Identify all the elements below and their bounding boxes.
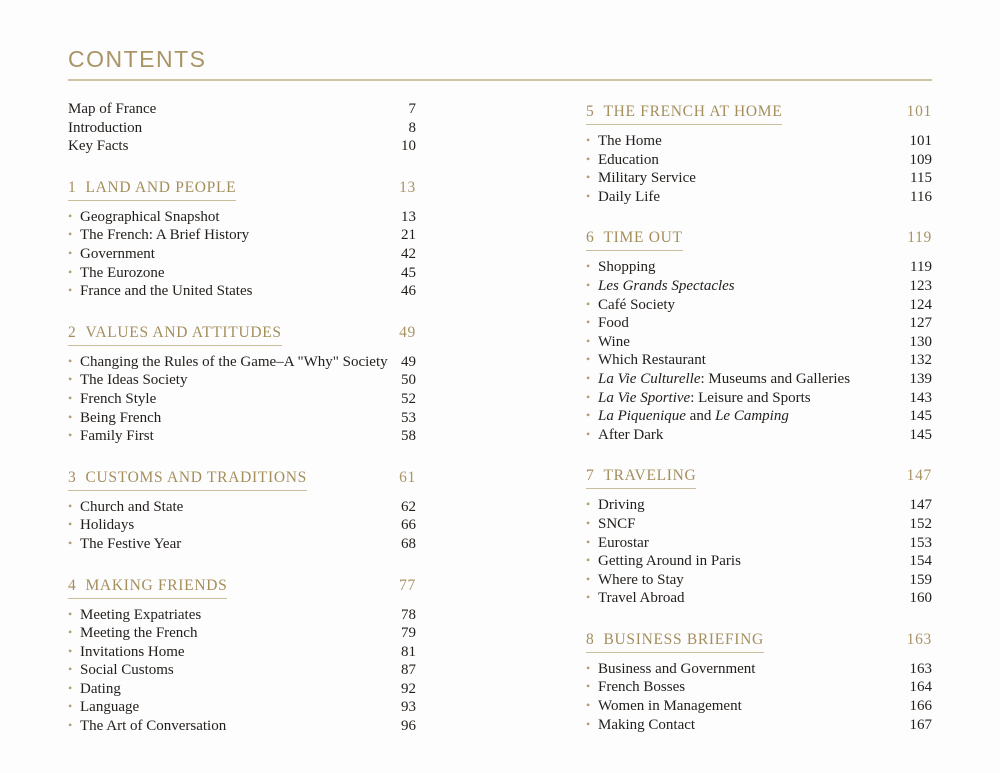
bullet-icon: • bbox=[68, 699, 73, 714]
bullet-icon: • bbox=[586, 534, 591, 549]
section-page-number: 77 bbox=[399, 576, 416, 594]
toc-section bbox=[68, 469, 416, 554]
toc-entry-row bbox=[586, 426, 932, 445]
entry-title: Café Society bbox=[598, 296, 676, 313]
page-header bbox=[68, 46, 932, 81]
bullet-icon: • bbox=[586, 679, 591, 694]
toc-entry-row bbox=[586, 697, 932, 716]
bullet-icon: • bbox=[586, 352, 591, 367]
section-heading-text bbox=[68, 577, 227, 599]
section-title: TRAVELING bbox=[603, 467, 697, 485]
toc-entry-row bbox=[68, 371, 416, 390]
entry-title: The French: A Brief History bbox=[80, 227, 250, 244]
entry-page-number: 42 bbox=[401, 245, 416, 262]
section-heading-text bbox=[586, 631, 764, 653]
bullet-icon: • bbox=[586, 151, 591, 166]
section-title: THE FRENCH AT HOME bbox=[603, 103, 783, 120]
entry-title-segment-italic: La Vie Sportive bbox=[598, 389, 691, 406]
page-title: CONTENTS bbox=[68, 46, 207, 72]
section-entries bbox=[68, 208, 416, 301]
section-title: LAND AND PEOPLE bbox=[85, 178, 237, 196]
entry-page-number: 130 bbox=[909, 333, 932, 350]
toc-entry-row bbox=[68, 282, 416, 301]
bullet-icon: • bbox=[68, 535, 73, 550]
entry-title: Key Facts bbox=[68, 138, 129, 155]
entry-title: Map of France bbox=[68, 101, 157, 117]
entry-title: Food bbox=[598, 315, 629, 332]
entry-title-segment-italic: La Piquenique bbox=[598, 408, 686, 425]
toc-entry-row bbox=[586, 314, 932, 333]
bullet-icon: • bbox=[586, 590, 591, 605]
entry-title bbox=[598, 370, 910, 389]
entry-title: The Eurozone bbox=[80, 264, 165, 281]
bullet-icon: • bbox=[586, 389, 591, 404]
bullet-icon: • bbox=[586, 315, 591, 330]
entry-page-number: 132 bbox=[909, 352, 932, 369]
entry-page-number: 50 bbox=[401, 372, 416, 389]
bullet-icon: • bbox=[586, 408, 591, 423]
bullet-icon: • bbox=[586, 259, 591, 274]
section-heading bbox=[68, 469, 416, 491]
entry-title-segment: : Museums and Galleries bbox=[700, 370, 851, 387]
toc-section bbox=[586, 631, 932, 734]
entry-page-number: 116 bbox=[910, 188, 932, 205]
entry-page-number: 52 bbox=[401, 390, 416, 407]
section-number: 8 bbox=[586, 630, 595, 648]
entry-title: Daily Life bbox=[598, 188, 661, 205]
entry-page-number: 145 bbox=[909, 426, 932, 443]
toc-entry-row bbox=[68, 409, 416, 428]
entry-page-number: 166 bbox=[909, 698, 932, 715]
entry-page-number: 123 bbox=[909, 277, 932, 294]
section-heading bbox=[586, 229, 932, 251]
toc-entry-row bbox=[68, 661, 416, 680]
section-heading-text bbox=[68, 324, 282, 346]
entry-title: Wine bbox=[598, 333, 630, 350]
entry-title bbox=[598, 277, 910, 296]
toc-entry-row bbox=[68, 353, 416, 372]
toc-entry-row bbox=[68, 698, 416, 717]
entry-title: SNCF bbox=[598, 515, 636, 532]
bullet-icon: • bbox=[586, 133, 591, 147]
bullet-icon: • bbox=[68, 625, 73, 640]
toc-entry-row bbox=[586, 571, 932, 590]
entry-page-number: 139 bbox=[909, 370, 932, 387]
entry-title: After Dark bbox=[598, 426, 664, 443]
bullet-icon: • bbox=[586, 188, 591, 203]
bullet-icon: • bbox=[586, 370, 591, 385]
toc-entry-row bbox=[586, 370, 932, 389]
entry-title: Social Customs bbox=[80, 662, 174, 679]
entry-title: Eurostar bbox=[598, 534, 649, 551]
bullet-icon: • bbox=[586, 515, 591, 530]
toc-entry-row bbox=[586, 716, 932, 735]
bullet-icon: • bbox=[68, 390, 73, 405]
toc-section bbox=[68, 324, 416, 446]
toc-entry-row bbox=[586, 552, 932, 571]
toc-entry-row bbox=[586, 534, 932, 553]
entry-title: French Style bbox=[80, 390, 157, 407]
toc-entry-row bbox=[68, 390, 416, 409]
entry-page-number: 127 bbox=[909, 315, 932, 332]
toc-entry-row bbox=[68, 498, 416, 517]
toc-entry-row bbox=[586, 258, 932, 277]
section-page-number: 163 bbox=[906, 630, 932, 648]
entry-title: Introduction bbox=[68, 119, 143, 136]
toc-entry-row bbox=[586, 169, 932, 188]
bullet-icon: • bbox=[68, 718, 73, 733]
section-title: MAKING FRIENDS bbox=[85, 576, 228, 594]
entry-page-number: 93 bbox=[401, 699, 416, 716]
entry-page-number: 153 bbox=[909, 534, 932, 551]
entry-page-number: 124 bbox=[909, 296, 932, 313]
entry-page-number: 13 bbox=[401, 208, 416, 225]
section-heading bbox=[586, 467, 932, 489]
entry-page-number: 92 bbox=[401, 680, 416, 697]
section-number: 6 bbox=[586, 229, 595, 247]
entry-page-number: 21 bbox=[401, 227, 416, 244]
section-heading-text bbox=[68, 179, 236, 201]
toc-entry-row bbox=[68, 226, 416, 245]
section-entries bbox=[586, 496, 932, 608]
entry-title-segment-italic: Les Grands Spectacles bbox=[598, 277, 735, 294]
bullet-icon: • bbox=[586, 553, 591, 568]
bullet-icon: • bbox=[68, 208, 73, 223]
section-title: BUSINESS BRIEFING bbox=[603, 630, 764, 648]
entry-title: Language bbox=[80, 699, 140, 716]
bullet-icon: • bbox=[68, 498, 73, 513]
entry-title: Geographical Snapshot bbox=[80, 208, 220, 225]
entry-title: Women in Management bbox=[598, 698, 742, 715]
entry-title: Changing the Rules of the Game–A "Why" Society bbox=[80, 353, 388, 370]
bullet-icon: • bbox=[68, 606, 73, 621]
section-page-number: 101 bbox=[906, 103, 932, 120]
entry-page-number: 10 bbox=[401, 138, 416, 155]
toc-entry-row bbox=[586, 589, 932, 608]
bullet-icon: • bbox=[586, 716, 591, 731]
section-number: 5 bbox=[586, 103, 595, 120]
bullet-icon: • bbox=[68, 353, 73, 368]
entry-title bbox=[598, 389, 910, 408]
section-heading bbox=[68, 577, 416, 599]
entry-page-number: 53 bbox=[401, 409, 416, 426]
entry-title: Military Service bbox=[598, 170, 696, 187]
entry-title: Church and State bbox=[80, 498, 184, 515]
section-heading bbox=[68, 324, 416, 346]
entry-page-number: 160 bbox=[909, 590, 932, 607]
entry-page-number: 49 bbox=[401, 353, 416, 370]
bullet-icon: • bbox=[586, 497, 591, 512]
sections-right bbox=[586, 103, 932, 734]
entry-title: The Festive Year bbox=[80, 535, 182, 552]
bullet-icon: • bbox=[586, 296, 591, 311]
section-page-number: 147 bbox=[906, 467, 932, 485]
toc-entry-row bbox=[68, 535, 416, 554]
section-heading-text bbox=[586, 103, 782, 125]
toc-entry-row bbox=[586, 151, 932, 170]
bullet-icon: • bbox=[586, 277, 591, 292]
entry-title: Meeting Expatriates bbox=[80, 606, 202, 623]
entry-page-number: 62 bbox=[401, 498, 416, 515]
entry-title: Invitations Home bbox=[80, 643, 185, 660]
bullet-icon: • bbox=[68, 227, 73, 242]
entry-page-number: 7 bbox=[408, 101, 416, 117]
toc-entry-row bbox=[586, 132, 932, 151]
entry-title: Being French bbox=[80, 409, 162, 426]
toc-column-right bbox=[586, 100, 932, 736]
section-number: 7 bbox=[586, 467, 595, 485]
section-number: 4 bbox=[68, 576, 77, 594]
front-matter-row bbox=[68, 119, 416, 138]
entry-title: Getting Around in Paris bbox=[598, 553, 741, 570]
entry-title: The Ideas Society bbox=[80, 372, 188, 389]
toc-section bbox=[68, 179, 416, 301]
toc-section bbox=[68, 577, 416, 736]
section-number: 1 bbox=[68, 178, 77, 196]
toc-entry-row bbox=[586, 277, 932, 296]
toc-entry-row bbox=[68, 624, 416, 643]
section-page-number: 49 bbox=[399, 323, 416, 341]
entry-title: Government bbox=[80, 245, 155, 262]
toc-entry-row bbox=[68, 606, 416, 625]
entry-page-number: 46 bbox=[401, 283, 416, 300]
toc-entry-row bbox=[68, 264, 416, 283]
entry-page-number: 8 bbox=[408, 119, 416, 136]
section-entries bbox=[586, 660, 932, 734]
bullet-icon: • bbox=[586, 660, 591, 675]
toc-entry-row bbox=[68, 680, 416, 699]
entry-page-number: 154 bbox=[909, 553, 932, 570]
toc-entry-row bbox=[586, 515, 932, 534]
entry-title: The Art of Conversation bbox=[80, 718, 227, 735]
toc-entry-row bbox=[68, 427, 416, 446]
entry-page-number: 147 bbox=[909, 497, 932, 514]
entry-page-number: 87 bbox=[401, 662, 416, 679]
entry-page-number: 101 bbox=[909, 133, 932, 149]
section-heading-text bbox=[586, 467, 696, 489]
entry-page-number: 167 bbox=[909, 716, 932, 733]
entry-title: Dating bbox=[80, 680, 121, 697]
section-heading bbox=[68, 179, 416, 201]
toc-entry-row bbox=[68, 643, 416, 662]
entry-title: Where to Stay bbox=[598, 571, 684, 588]
toc-section bbox=[586, 467, 932, 608]
entry-page-number: 45 bbox=[401, 264, 416, 281]
section-page-number: 119 bbox=[907, 229, 932, 247]
entry-title: The Home bbox=[598, 133, 662, 149]
toc-entry-row bbox=[68, 208, 416, 227]
bullet-icon: • bbox=[68, 372, 73, 387]
front-matter-row bbox=[68, 100, 416, 119]
entry-page-number: 159 bbox=[909, 571, 932, 588]
toc-entry-row bbox=[68, 717, 416, 736]
toc-entry-row bbox=[586, 333, 932, 352]
section-number: 2 bbox=[68, 323, 77, 341]
toc-entry-row bbox=[586, 188, 932, 207]
bullet-icon: • bbox=[68, 643, 73, 658]
entry-title: Meeting the French bbox=[80, 625, 198, 642]
section-entries bbox=[586, 258, 932, 444]
bullet-icon: • bbox=[586, 571, 591, 586]
entry-title: Business and Government bbox=[598, 660, 756, 677]
section-title: CUSTOMS AND TRADITIONS bbox=[85, 468, 307, 486]
toc-entry-row bbox=[586, 389, 932, 408]
entry-title: Driving bbox=[598, 497, 645, 514]
sections-left bbox=[68, 179, 416, 736]
bullet-icon: • bbox=[68, 680, 73, 695]
toc-section bbox=[586, 103, 932, 206]
section-page-number: 61 bbox=[399, 468, 416, 486]
entry-title: Which Restaurant bbox=[598, 352, 706, 369]
bullet-icon: • bbox=[68, 428, 73, 443]
header-rule bbox=[68, 79, 932, 81]
toc-entry-row bbox=[586, 351, 932, 370]
entry-page-number: 152 bbox=[909, 515, 932, 532]
entry-page-number: 143 bbox=[909, 389, 932, 406]
toc-entry-row bbox=[586, 678, 932, 697]
section-entries bbox=[68, 498, 416, 554]
section-heading-text bbox=[68, 469, 307, 491]
bullet-icon: • bbox=[68, 245, 73, 260]
entry-title-segment-italic: La Vie Culturelle bbox=[598, 370, 701, 387]
section-heading bbox=[586, 103, 932, 125]
entry-page-number: 96 bbox=[401, 718, 416, 735]
toc-section bbox=[586, 229, 932, 444]
section-heading-text bbox=[586, 229, 683, 251]
entry-page-number: 109 bbox=[909, 151, 932, 168]
bullet-icon: • bbox=[586, 698, 591, 713]
section-heading bbox=[586, 631, 932, 653]
section-entries bbox=[68, 606, 416, 736]
toc-entry-row bbox=[586, 496, 932, 515]
section-number: 3 bbox=[68, 468, 77, 486]
entry-title-segment-italic: Le Camping bbox=[715, 408, 789, 425]
entry-page-number: 78 bbox=[401, 606, 416, 623]
section-entries bbox=[68, 353, 416, 446]
entry-page-number: 68 bbox=[401, 535, 416, 552]
entry-title-segment: : Leisure and Sports bbox=[690, 389, 811, 406]
front-matter-row bbox=[68, 137, 416, 156]
entry-title: Making Contact bbox=[598, 716, 696, 733]
bullet-icon: • bbox=[586, 333, 591, 348]
bullet-icon: • bbox=[68, 283, 73, 298]
entry-title: Education bbox=[598, 151, 659, 168]
entry-page-number: 163 bbox=[909, 660, 932, 677]
front-matter-list bbox=[68, 100, 416, 156]
section-entries bbox=[586, 132, 932, 206]
entry-page-number: 58 bbox=[401, 428, 416, 445]
bullet-icon: • bbox=[68, 264, 73, 279]
entry-title: Travel Abroad bbox=[598, 590, 685, 607]
toc-entry-row bbox=[586, 296, 932, 315]
entry-page-number: 115 bbox=[910, 170, 932, 187]
entry-page-number: 81 bbox=[401, 643, 416, 660]
entry-page-number: 145 bbox=[909, 408, 932, 425]
entry-title: France and the United States bbox=[80, 283, 253, 300]
entry-title-segment: and bbox=[685, 408, 716, 425]
entry-title bbox=[598, 407, 910, 426]
entry-page-number: 119 bbox=[910, 259, 932, 276]
entry-page-number: 164 bbox=[909, 679, 932, 696]
entry-title: Shopping bbox=[598, 259, 656, 276]
section-page-number: 13 bbox=[399, 178, 416, 196]
toc-entry-row bbox=[586, 660, 932, 679]
toc-entry-row bbox=[68, 516, 416, 535]
bullet-icon: • bbox=[586, 170, 591, 185]
toc-column-left bbox=[68, 100, 416, 736]
entry-title: Holidays bbox=[80, 517, 135, 534]
entry-page-number: 66 bbox=[401, 517, 416, 534]
bullet-icon: • bbox=[68, 409, 73, 424]
entry-title: French Bosses bbox=[598, 679, 686, 696]
toc-columns bbox=[68, 100, 932, 736]
toc-entry-row bbox=[586, 407, 932, 426]
entry-page-number: 79 bbox=[401, 625, 416, 642]
bullet-icon: • bbox=[586, 426, 591, 441]
bullet-icon: • bbox=[68, 517, 73, 532]
section-title: VALUES AND ATTITUDES bbox=[85, 323, 282, 341]
section-title: TIME OUT bbox=[603, 229, 683, 247]
toc-entry-row bbox=[68, 245, 416, 264]
bullet-icon: • bbox=[68, 662, 73, 677]
entry-title: Family First bbox=[80, 428, 154, 445]
